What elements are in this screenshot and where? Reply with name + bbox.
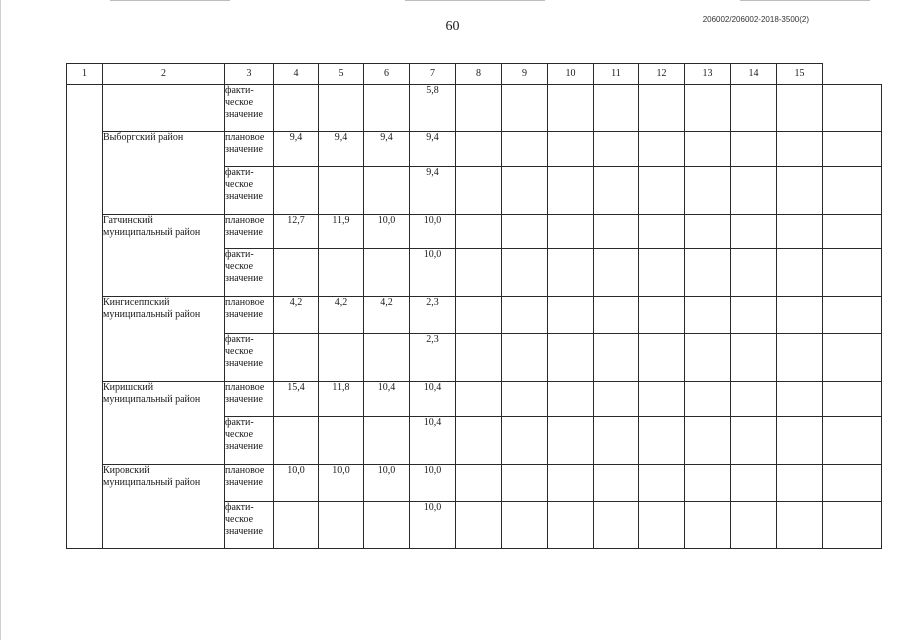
empty-cell [639,417,685,465]
empty-cell [456,417,502,465]
value-cell [319,502,364,549]
empty-cell [777,334,823,382]
value-type-cell-text: плановое значение [225,382,265,405]
empty-cell [456,382,502,417]
value-cell [319,85,364,132]
document-id: 206002/206002-2018-3500(2) [702,15,809,24]
empty-cell [548,215,594,249]
empty-cell [685,417,731,465]
header-cell: 4 [274,64,319,85]
value-cell: 9,4 [319,132,364,167]
empty-cell [639,502,685,549]
value-cell: 2,3 [410,297,456,334]
district-name-cell [103,132,225,215]
empty-cell [548,334,594,382]
empty-cell [502,297,548,334]
empty-cell [639,382,685,417]
value-type-cell-text: факти- ческое значение [225,167,263,202]
value-cell: 5,8 [410,85,456,132]
empty-cell [548,297,594,334]
empty-cell [777,502,823,549]
empty-cell [639,132,685,167]
empty-cell [823,85,882,132]
empty-cell [823,417,882,465]
empty-cell [823,215,882,249]
scan-edge [0,0,1,640]
empty-cell [548,85,594,132]
page-number: 60 [445,19,460,34]
empty-cell [823,167,882,215]
value-type-cell [225,132,274,167]
empty-cell [777,85,823,132]
value-type-cell [225,297,274,334]
value-cell: 10,4 [410,382,456,417]
empty-cell [548,465,594,502]
empty-cell [456,502,502,549]
empty-cell [731,465,777,502]
empty-cell [777,297,823,334]
value-cell: 10,0 [274,465,319,502]
value-cell: 10,0 [364,465,410,502]
value-cell: 4,2 [364,297,410,334]
empty-cell [594,132,639,167]
empty-cell [823,334,882,382]
empty-cell [456,215,502,249]
value-cell [364,249,410,297]
value-cell: 4,2 [319,297,364,334]
empty-cell [639,465,685,502]
value-type-cell-text: плановое значение [225,465,265,488]
district-name-cell-text: Кингисеппский муниципальный район [103,297,201,320]
empty-cell [777,417,823,465]
empty-cell [639,297,685,334]
empty-cell [823,382,882,417]
empty-cell [639,334,685,382]
empty-cell [823,132,882,167]
empty-cell [502,334,548,382]
empty-cell [823,297,882,334]
empty-cell [685,465,731,502]
empty-cell [685,132,731,167]
value-cell: 11,8 [319,382,364,417]
table-row [67,215,882,249]
empty-cell [685,502,731,549]
empty-cell [456,297,502,334]
header-cell: 6 [364,64,410,85]
empty-cell [731,417,777,465]
value-cell: 11,9 [319,215,364,249]
value-cell [274,334,319,382]
value-cell: 10,0 [410,249,456,297]
empty-cell [639,167,685,215]
value-cell [364,502,410,549]
scan-top-line-left [110,0,230,1]
empty-cell [456,132,502,167]
header-row [67,64,882,85]
table-row [67,465,882,502]
empty-cell [777,215,823,249]
scan-top-line-right [740,0,870,1]
header-cell: 1 [67,64,103,85]
value-type-cell [225,465,274,502]
empty-cell [685,382,731,417]
district-name-cell [103,215,225,297]
empty-cell [548,417,594,465]
header-cell: 5 [319,64,364,85]
header-cell: 9 [502,64,548,85]
table-row [67,85,882,132]
value-type-cell-text: факти- ческое значение [225,85,263,120]
value-cell [319,249,364,297]
value-cell [274,502,319,549]
empty-cell [731,215,777,249]
empty-cell [639,85,685,132]
empty-cell [594,249,639,297]
data-table [66,63,882,549]
value-cell [274,167,319,215]
value-cell [364,167,410,215]
value-type-cell [225,417,274,465]
empty-cell [502,382,548,417]
empty-cell [731,249,777,297]
empty-cell [594,382,639,417]
district-cell-empty [103,85,225,132]
empty-cell [731,85,777,132]
empty-cell [456,85,502,132]
empty-cell [731,297,777,334]
empty-cell [594,167,639,215]
header-cell: 15 [777,64,823,85]
empty-cell [502,215,548,249]
value-cell: 4,2 [274,297,319,334]
value-type-cell [225,167,274,215]
empty-cell [777,167,823,215]
value-cell [319,417,364,465]
value-cell: 2,3 [410,334,456,382]
value-cell: 10,0 [319,465,364,502]
value-cell [274,249,319,297]
value-type-cell [225,85,274,132]
value-type-cell-text: факти- ческое значение [225,502,263,537]
empty-cell [594,215,639,249]
empty-cell [502,502,548,549]
header-cell: 10 [548,64,594,85]
empty-cell [548,382,594,417]
value-cell [274,85,319,132]
value-cell [274,417,319,465]
empty-cell [502,132,548,167]
header-cell: 8 [456,64,502,85]
index-cell [67,85,103,549]
empty-cell [731,382,777,417]
empty-cell [777,465,823,502]
value-cell [364,334,410,382]
value-type-cell [225,249,274,297]
header-cell: 3 [225,64,274,85]
empty-cell [594,417,639,465]
district-name-cell-text: Киришский муниципальный район [103,382,201,405]
value-cell: 10,0 [410,502,456,549]
header-cell: 13 [685,64,731,85]
header-cell: 12 [639,64,685,85]
header-cell: 11 [594,64,639,85]
value-cell: 9,4 [364,132,410,167]
value-cell [364,417,410,465]
value-cell: 10,0 [410,465,456,502]
empty-cell [731,167,777,215]
empty-cell [502,417,548,465]
value-cell [319,334,364,382]
empty-cell [548,167,594,215]
value-cell [319,167,364,215]
value-type-cell-text: факти- ческое значение [225,417,263,452]
district-name-cell-text: Выборгский район [103,132,184,143]
empty-cell [777,382,823,417]
value-type-cell [225,382,274,417]
value-type-cell-text: плановое значение [225,215,265,238]
value-type-cell [225,334,274,382]
empty-cell [548,249,594,297]
empty-cell [685,334,731,382]
value-cell [364,85,410,132]
table-row [67,382,882,417]
empty-cell [548,132,594,167]
district-name-cell [103,465,225,549]
empty-cell [594,85,639,132]
empty-cell [823,502,882,549]
scan-top-line-center [405,0,545,1]
empty-cell [639,249,685,297]
empty-cell [685,167,731,215]
value-cell: 10,0 [364,215,410,249]
empty-cell [685,249,731,297]
empty-cell [731,502,777,549]
empty-cell [731,334,777,382]
empty-cell [639,215,685,249]
value-cell: 15,4 [274,382,319,417]
value-type-cell-text: факти- ческое значение [225,334,263,369]
empty-cell [777,132,823,167]
value-type-cell [225,215,274,249]
empty-cell [502,167,548,215]
empty-cell [823,249,882,297]
empty-cell [594,502,639,549]
empty-cell [685,297,731,334]
value-type-cell-text: плановое значение [225,297,265,320]
value-cell: 12,7 [274,215,319,249]
empty-cell [777,249,823,297]
value-cell: 10,4 [410,417,456,465]
empty-cell [456,249,502,297]
empty-cell [594,334,639,382]
empty-cell [823,465,882,502]
empty-cell [548,502,594,549]
header-cell: 14 [731,64,777,85]
header-cell: 7 [410,64,456,85]
value-cell: 10,4 [364,382,410,417]
value-type-cell-text: плановое значение [225,132,265,155]
empty-cell [685,215,731,249]
value-cell: 9,4 [274,132,319,167]
value-cell: 9,4 [410,167,456,215]
district-name-cell-text: Кировский муниципальный район [103,465,201,488]
district-name-cell-text: Гатчинский муниципальный район [103,215,201,238]
empty-cell [502,465,548,502]
empty-cell [456,465,502,502]
empty-cell [502,249,548,297]
empty-cell [685,85,731,132]
header-cell: 2 [103,64,225,85]
empty-cell [594,465,639,502]
empty-cell [456,167,502,215]
empty-cell [731,132,777,167]
district-name-cell [103,382,225,465]
value-cell: 9,4 [410,132,456,167]
empty-cell [594,297,639,334]
value-type-cell [225,502,274,549]
table-row [67,297,882,334]
district-name-cell [103,297,225,382]
value-cell: 10,0 [410,215,456,249]
table-row [67,132,882,167]
empty-cell [502,85,548,132]
value-type-cell-text: факти- ческое значение [225,249,263,284]
empty-cell [456,334,502,382]
